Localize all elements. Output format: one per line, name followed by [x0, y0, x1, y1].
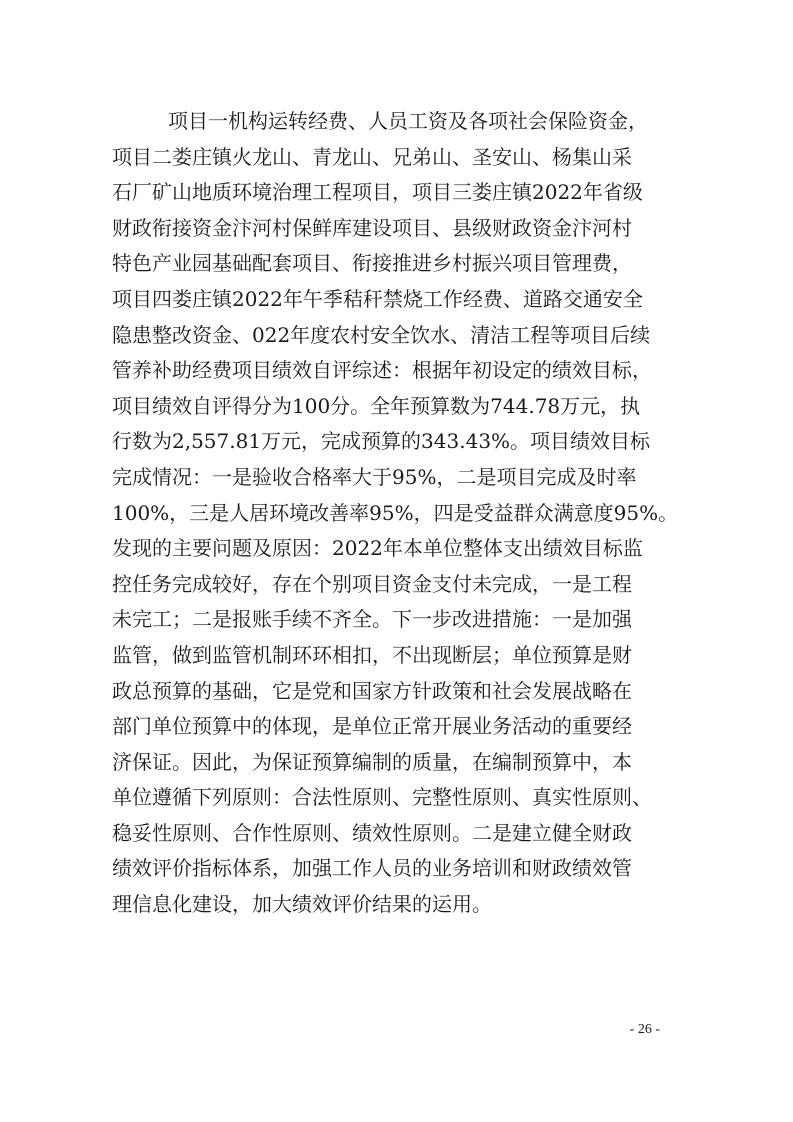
paragraph-line: 控任务完成较好，存在个别项目资金支付未完成，一是工程 [112, 571, 632, 596]
paragraph-line: 项目绩效自评得分为100分。全年预算数为744.78万元，执 [112, 393, 641, 418]
paragraph-line: 理信息化建设，加大绩效评价结果的运用。 [112, 892, 492, 917]
paragraph-line: 完成情况：一是验收合格率大于95%，二是项目完成及时率 [112, 464, 637, 489]
paragraph-line: 绩效评价指标体系，加强工作人员的业务培训和财政绩效管 [112, 856, 632, 881]
paragraph-line: 济保证。因此，为保证预算编制的质量，在编制预算中，本 [112, 749, 632, 774]
page-number: - 26 - [629, 1022, 660, 1037]
paragraph-line: 稳妥性原则、合作性原则、绩效性原则。二是建立健全财政 [112, 820, 632, 845]
paragraph-line: 管养补助经费项目绩效自评综述：根据年初设定的绩效目标， [112, 358, 652, 383]
paragraph-line: 石厂矿山地质环境治理工程项目，项目三娄庄镇2022年省级 [112, 180, 643, 205]
paragraph-line: 项目二娄庄镇火龙山、青龙山、兄弟山、圣安山、杨集山采 [112, 144, 632, 169]
paragraph-line: 财政衔接资金汴河村保鲜库建设项目、县级财政资金汴河村 [112, 215, 632, 240]
paragraph-line: 单位遵循下列原则：合法性原则、完整性原则、真实性原则、 [112, 785, 652, 810]
paragraph-line: 项目一机构运转经费、人员工资及各项社会保险资金， [168, 109, 648, 133]
body-paragraph [112, 104, 712, 923]
paragraph-line: 项目四娄庄镇2022年午季秸秆禁烧工作经费、道路交通安全 [112, 286, 643, 311]
paragraph-line: 隐患整改资金、022年度农村安全饮水、清洁工程等项目后续 [112, 322, 651, 347]
paragraph-line: 政总预算的基础，它是党和国家方针政策和社会发展战略在 [112, 678, 632, 703]
paragraph-line: 未完工；二是报账手续不齐全。下一步改进措施：一是加强 [112, 607, 632, 632]
paragraph-line: 部门单位预算中的体现，是单位正常开展业务活动的重要经 [112, 714, 632, 739]
paragraph-line: 特色产业园基础配套项目、衔接推进乡村振兴项目管理费， [112, 251, 632, 276]
paragraph-line: 100%，三是人居环境改善率95%，四是受益群众满意度95%。 [112, 500, 679, 525]
paragraph-line: 监管，做到监管机制环环相扣，不出现断层；单位预算是财 [112, 642, 632, 667]
paragraph-line: 行数为2,557.81万元，完成预算的343.43%。项目绩效目标 [112, 429, 651, 454]
paragraph-line: 发现的主要问题及原因：2022年本单位整体支出绩效目标监 [112, 536, 643, 561]
